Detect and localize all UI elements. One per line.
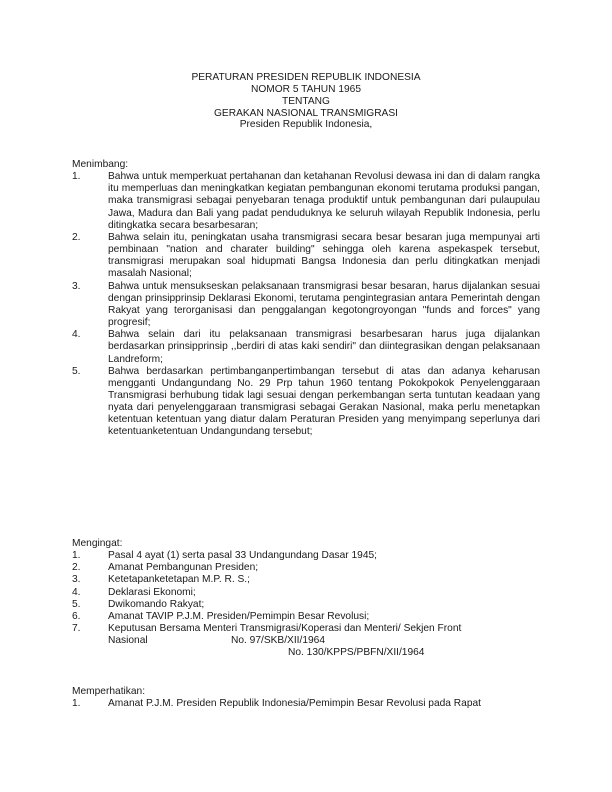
item-text: Amanat Pembangunan Presiden;	[108, 562, 259, 574]
title-line-4: GERAKAN NASIONAL TRANSMIGRASI	[214, 108, 398, 120]
document-title	[0, 72, 612, 121]
item-text: Ketetapanketetapan M.P. R. S.;	[108, 574, 250, 586]
mengingat-item	[72, 562, 540, 574]
item-number: 2.	[72, 231, 81, 243]
section-memperhatikan	[72, 686, 540, 710]
item-text-line: Keputusan Bersama Menteri Transmigrasi/Koperasi dan Menteri/ Sekjen Front	[108, 623, 462, 635]
item-number: 2.	[72, 562, 81, 574]
item-text: Amanat TAVIP P.J.M. Presiden/Pemimpin Besar Revolusi;	[108, 610, 370, 622]
title-line-2: NOMOR 5 TAHUN 1965	[250, 84, 362, 96]
menimbang-heading: Menimbang:	[72, 159, 129, 170]
menimbang-item	[72, 281, 540, 330]
section-mengingat	[72, 538, 540, 660]
menimbang-item	[72, 171, 540, 232]
mengingat-item	[72, 587, 540, 599]
item-text: Bahwa selain dari itu pelaksanaan transmigrasi besarbesaran harus juga dijalankan berdasarkan prinsipprinsip ,,berdiri di atas kaki sendiri" dan diintegrasikan dengan pelaksanaan Landreform;	[108, 329, 540, 365]
mengingat-item	[72, 623, 540, 659]
item-number: 3.	[72, 574, 81, 586]
mengingat-item	[72, 599, 540, 611]
item-text: Bahwa selain itu, peningkatan usaha transmigrasi secara besar besaran juga mempunyai arti pembinaan "nation and charater building" sehingga oleh karena aspekaspek tersebut, transmigrasi merupakan soal hidupmati Bangsa Indonesia dan perlu ditingkatkan menjadi masalah Nasional;	[108, 231, 540, 280]
item-text-part: Nasional	[108, 635, 148, 647]
memperhatikan-heading: Memperhatikan:	[72, 686, 146, 697]
item-text: Bahwa untuk mensukseskan pelaksanaan transmigrasi besar besaran, harus dijalankan sesuai dengan prinsipprinsip Deklarasi Ekonomi, terutama pengintegrasian antara Pemerintah dengan Rakyat yang terorganisasi dan penggalangan kegotongroyongan "funds and forces" yang progresif;	[108, 280, 540, 329]
memperhatikan-item	[72, 698, 540, 710]
item-number: 4.	[72, 586, 81, 598]
item-number: 3.	[72, 280, 81, 292]
item-text-part: No. 97/SKB/XII/1964	[231, 635, 326, 647]
item-text: Bahwa untuk memperkuat pertahanan dan ketahanan Revolusi dewasa ini dan di dalam rangka itu memperluas dan meningkatkan kegiatan pembangunan ekonomi terutama produksi pangan, maka transmigrasi sebagai penyebaran tenaga produktif untuk pembangunan dari pulaupulau Jawa, Madura dan Bali yang padat penduduknya ke seluruh wilayah Republik Indonesia, perlu ditingkatka secara besarbesaran;	[108, 171, 540, 231]
item-text: Amanat P.J.M. Presiden Republik Indonesia/Pemimpin Besar Revolusi pada Rapat	[108, 698, 481, 710]
item-text: Pasal 4 ayat (1) serta pasal 33 Undangundang Dasar 1945;	[108, 550, 378, 562]
item-number: 6.	[72, 610, 81, 622]
menimbang-item	[72, 366, 540, 439]
item-text: Deklarasi Ekonomi;	[108, 586, 196, 598]
item-number: 5.	[72, 365, 81, 377]
menimbang-item	[72, 232, 540, 281]
section-menimbang	[72, 159, 540, 439]
item-text: Bahwa berdasarkan pertimbanganpertimbangan tersebut di atas dan adanya keharusan mengganti Undangundang No. 29 Prp tahun 1960 tentang Pokokpokok Penyelenggaraan Transmigrasi berhubung tidak lagi sesuai dengan perkembangan serta tuntutan keadaan yang nyata dari penyelenggaraan transmigrasi sebagai Gerakan Nasional, maka perlu menetapkan ketentuan ketentuan yang diatur dalam Peraturan Presiden yang menyimpang seperlunya dari ketentuanketentuan Undangundang tersebut;	[108, 365, 540, 438]
preamble: Presiden Republik Indonesia,	[239, 119, 373, 130]
title-line-1: PERATURAN PRESIDEN REPUBLIK INDONESIA	[191, 72, 421, 83]
item-text: Dwikomando Rakyat;	[108, 598, 205, 610]
item-number: 1.	[72, 171, 81, 183]
item-text-line	[108, 635, 540, 647]
item-number: 1.	[72, 698, 81, 710]
mengingat-heading: Mengingat:	[72, 538, 123, 549]
item-number: 7.	[72, 623, 81, 635]
item-number: 4.	[72, 329, 81, 341]
item-text-block	[108, 623, 540, 659]
item-text-line: No. 130/KPPS/PBFN/XII/1964	[288, 647, 425, 659]
mengingat-item	[72, 550, 540, 562]
menimbang-item	[72, 329, 540, 365]
mengingat-item	[72, 574, 540, 586]
item-number: 5.	[72, 598, 81, 610]
mengingat-item	[72, 611, 540, 623]
title-line-3: TENTANG	[282, 96, 330, 108]
item-number: 1.	[72, 550, 81, 562]
